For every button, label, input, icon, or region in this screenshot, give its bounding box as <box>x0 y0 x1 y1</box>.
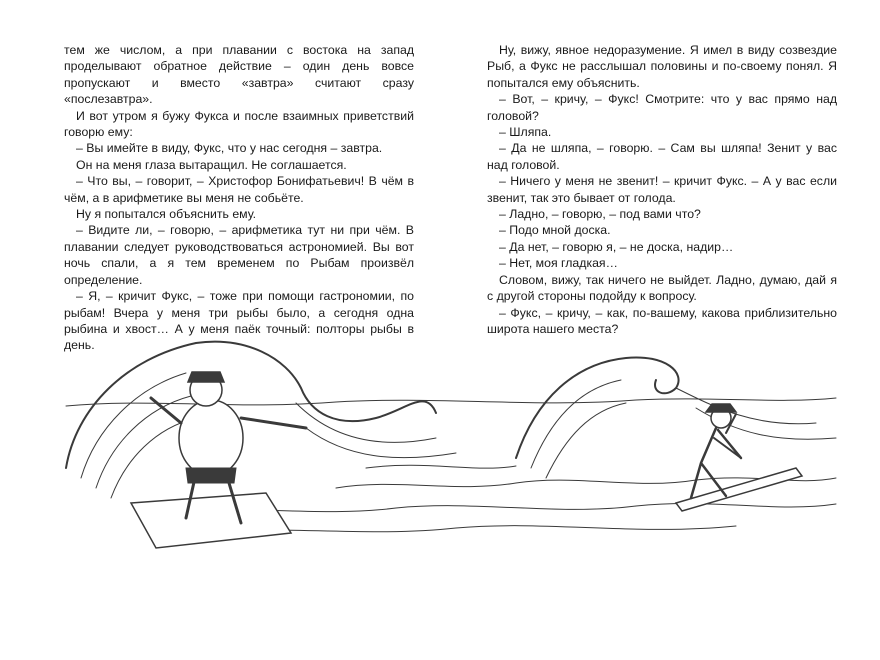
paragraph: – Да нет, – говорю я, – не доска, надир… <box>499 239 734 254</box>
paragraph: – Я, – кричит Фукс, – тоже при помощи гастрономии, по рыбам! Вчера у меня три рыбы было, а сегодня одна рыбина и хвост… А у меня паёк точный: полторы рыбы в день. <box>64 289 414 353</box>
paragraph: И вот утром я бужу Фукса и после взаимных приветствий говорю ему: <box>64 108 414 140</box>
left-text-column <box>64 42 414 354</box>
left-figure-board <box>131 493 291 548</box>
paragraph: Он на меня глаза вытаращил. Не соглашается. <box>76 157 347 172</box>
paragraph: Словом, вижу, так ничего не выйдет. Ладно, думаю, дай я с другой стороны подойду к вопросу. <box>487 272 837 304</box>
right-text-column <box>487 42 837 337</box>
paragraph: – Ничего у меня не звенит! – кричит Фукс. – А у вас если звенит, так это бывает от голода. <box>487 174 837 205</box>
left-figure-body <box>179 400 243 476</box>
captain-cap <box>188 372 224 382</box>
paragraph: – Да не шляпа, – говорю. – Сам вы шляпа! Зенит у вас над головой. <box>487 141 837 172</box>
right-figure-board <box>676 468 802 511</box>
sea-waves-illustration <box>36 318 856 558</box>
paragraph: – Видите ли, – говорю, – арифметика тут ни при чём. В плавании следует руководствоваться астрономией. Вы вот ночь спали, а я тем временем по Рыбам произвёл определение. <box>64 223 414 287</box>
paragraph: – Вы имейте в виду, Фукс, что у нас сегодня – завтра. <box>76 141 383 156</box>
paragraph: – Ладно, – говорю, – под вами что? <box>499 207 701 222</box>
paragraph: – Подо мной доска. <box>499 223 611 238</box>
paragraph: – Фукс, – кричу, – как, по-вашему, какова приблизительно широта нашего места? <box>487 305 837 336</box>
paragraph: – Вот, – кричу, – Фукс! Смотрите: что у вас прямо над головой? <box>487 92 837 123</box>
right-wave-crest <box>516 357 679 458</box>
paragraph: – Шляпа. <box>499 125 552 140</box>
paragraph: Ну я попытался объяснить ему. <box>76 207 257 222</box>
paragraph: Ну, вижу, явное недоразумение. Я имел в виду созвездие Рыб, а Фукс не расслышал половины и по-своему понял. Я попытался ему объяснить. <box>487 43 837 90</box>
right-figure-hat <box>706 404 736 412</box>
paragraph: – Что вы, – говорит, – Христофор Бонифатьевич! В чём в чём, а в арифметике вы меня не собьёте. <box>64 174 414 205</box>
paragraph: – Нет, моя гладкая… <box>499 256 618 271</box>
paragraph: тем же числом, а при плавании с востока на запад проделывают обратное действие – один день вовсе пропускают и вместо «завтра» считают сразу «послезавтра». <box>64 43 414 107</box>
